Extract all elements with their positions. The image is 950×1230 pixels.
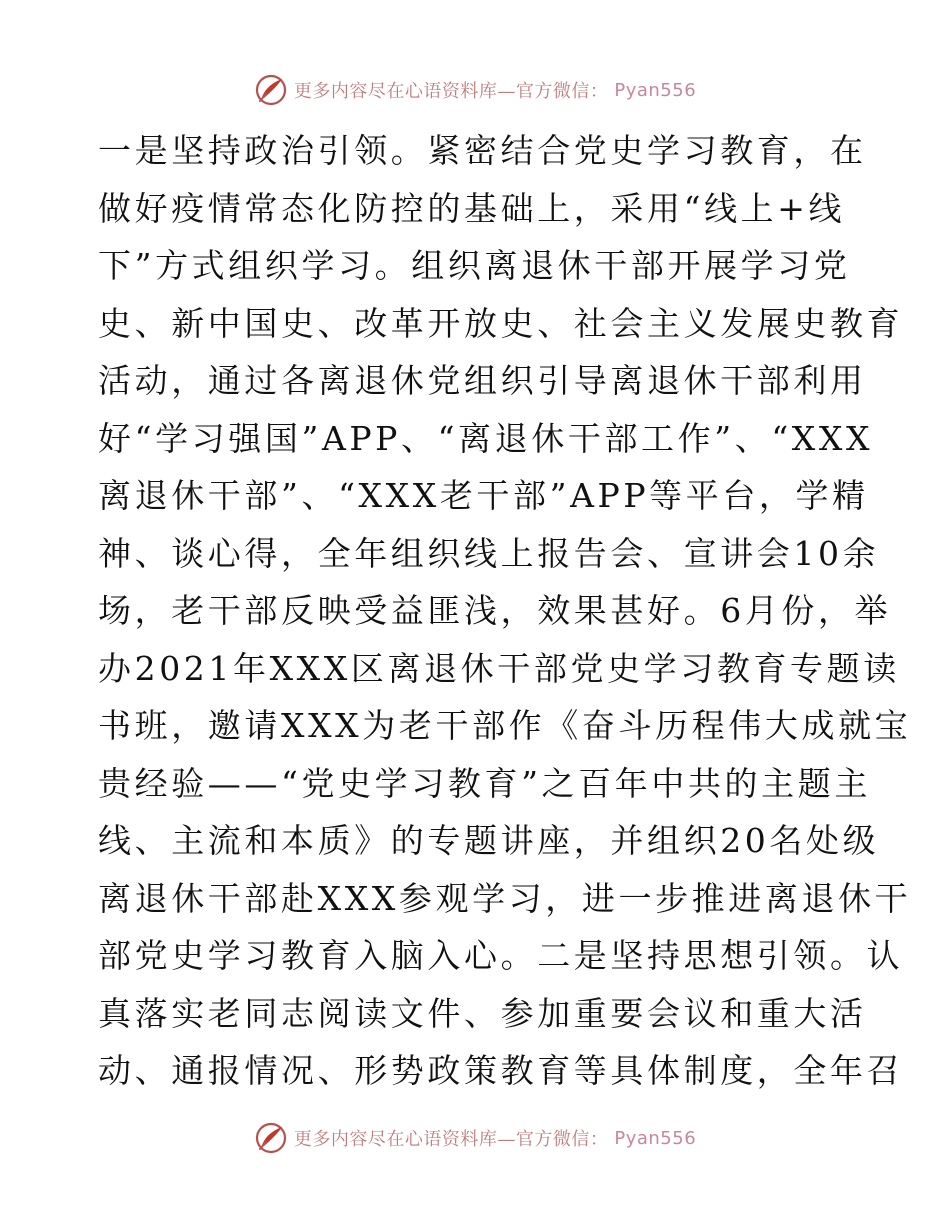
watermark-wechat-id: Pyan556 bbox=[614, 79, 697, 101]
footer-watermark bbox=[0, 1118, 950, 1158]
text-line: 书班，邀请XXX为老干部作《奋斗历程伟大成就宝 bbox=[98, 706, 912, 745]
text-line: 部党史学习教育入脑入心。二是坚持思想引领。认 bbox=[98, 936, 904, 975]
text-line: 办2021年XXX区离退休干部党史学习教育专题读 bbox=[98, 648, 900, 688]
text-line: 好“学习强国”APP、“离退休干部工作”、“XXX bbox=[98, 418, 874, 458]
text-line: 做好疫情常态化防控的基础上，采用“线上+线 bbox=[98, 188, 846, 228]
text-line: 场，老干部反映受益匪浅，效果甚好。6月份，举 bbox=[98, 591, 892, 630]
text-line: 离退休干部赴XXX参观学习，进一步推进离退休干 bbox=[98, 878, 912, 918]
header-watermark bbox=[0, 70, 950, 110]
text-line: 线、主流和本质》的专题讲座，并组织20名处级 bbox=[98, 821, 880, 860]
text-line: 一是坚持政治引领。紧密结合党史学习教育，在 bbox=[98, 131, 867, 170]
text-line: 动、通报情况、形势政策教育等具体制度，全年召 bbox=[98, 1051, 904, 1090]
watermark-text: 更多内容尽在心语资料库—官方微信： bbox=[293, 81, 609, 102]
text-line: 离退休干部”、“XXX老干部”APP等平台，学精 bbox=[98, 476, 869, 515]
quill-logo-icon bbox=[254, 73, 288, 107]
text-line: 神、谈心得，全年组织线上报告会、宣讲会10余 bbox=[98, 533, 880, 573]
text-line: 下”方式组织学习。组织离退休干部开展学习党 bbox=[98, 246, 851, 285]
text-line: 活动，通过各离退休党组织引导离退休干部利用 bbox=[98, 361, 867, 400]
text-line: 真落实老同志阅读文件、参加重要会议和重大活 bbox=[98, 993, 867, 1033]
document-body bbox=[98, 122, 912, 1100]
quill-logo-icon bbox=[254, 1121, 288, 1155]
watermark-text: 更多内容尽在心语资料库—官方微信： bbox=[293, 1129, 609, 1150]
text-line: 史、新中国史、改革开放史、社会主义发展史教育 bbox=[98, 303, 904, 343]
text-line: 贵经验——“党史学习教育”之百年中共的主题主 bbox=[98, 763, 871, 803]
watermark-wechat-id: Pyan556 bbox=[614, 1127, 697, 1149]
